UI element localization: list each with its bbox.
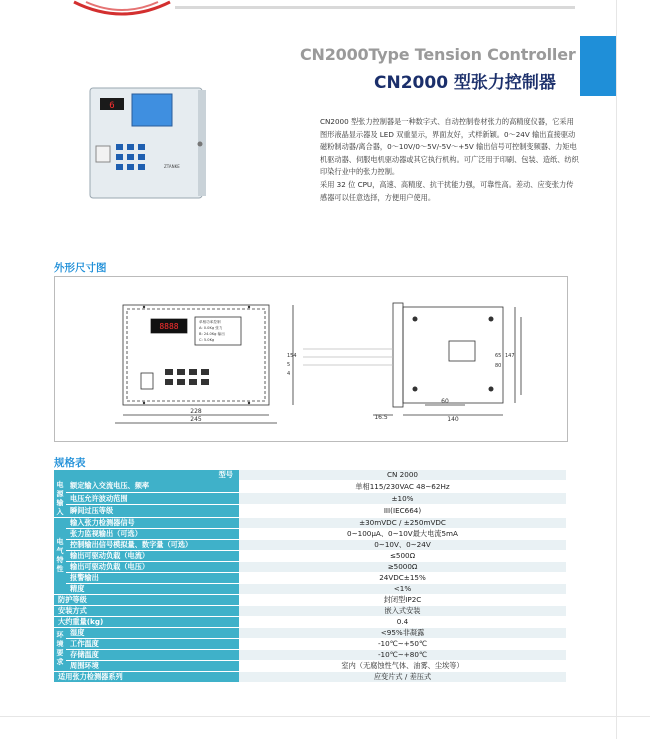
dimension-drawing bbox=[55, 277, 567, 441]
spec-label: 存储温度 bbox=[66, 649, 239, 660]
spec-group-environment: 环 境 要 求 bbox=[54, 627, 66, 671]
spec-group-electrical: 电 气 特 性 bbox=[54, 517, 66, 594]
table-row bbox=[54, 616, 566, 627]
led-display-value: 6 bbox=[109, 101, 115, 111]
table-row bbox=[54, 627, 566, 638]
spec-label: 适用张力检测器系列 bbox=[54, 671, 239, 682]
spec-value: <1% bbox=[239, 583, 566, 594]
table-row bbox=[54, 572, 566, 583]
spec-label: 周围环境 bbox=[66, 660, 239, 671]
spec-label: 大约重量(kg) bbox=[54, 616, 239, 627]
table-row bbox=[54, 605, 566, 616]
dim-side-height: 80 bbox=[495, 363, 502, 369]
table-row bbox=[54, 594, 566, 605]
spec-label: 安装方式 bbox=[54, 605, 239, 616]
spec-value: 封闭型IP2C bbox=[239, 594, 566, 605]
spec-label: 精度 bbox=[66, 583, 239, 594]
title-chinese: CN2000 型张力控制器 bbox=[374, 73, 556, 93]
spec-label: 控制输出信号模拟量、数字量（可选） bbox=[66, 539, 239, 550]
table-row bbox=[54, 481, 566, 493]
table-row bbox=[54, 539, 566, 550]
front-label-line: C: 5.0Kg bbox=[199, 338, 215, 342]
spec-table bbox=[54, 470, 566, 683]
table-row bbox=[54, 517, 566, 528]
spec-label: 输入张力检测器信号 bbox=[66, 517, 239, 528]
spec-value: -10℃~+80℃ bbox=[239, 649, 566, 660]
dim-side-height: 147 bbox=[505, 353, 515, 359]
spec-value: 0~10V、0~24V bbox=[239, 539, 566, 550]
table-row bbox=[54, 561, 566, 572]
spec-value: <95%非凝露 bbox=[239, 627, 566, 638]
dim-width-inner: 228 bbox=[190, 408, 202, 415]
brand-logo-swoosh bbox=[72, 0, 172, 22]
dim-height-label: 5 bbox=[287, 362, 291, 368]
front-label-line: 单相功率控制 bbox=[199, 320, 221, 324]
front-label-line: B: 24.0Kg 输出 bbox=[199, 332, 225, 336]
dim-side-label: 60 bbox=[441, 398, 449, 405]
section-title-spec: 规格表 bbox=[54, 457, 86, 469]
spec-value: 嵌入式安装 bbox=[239, 605, 566, 616]
spec-value: ±10% bbox=[239, 493, 566, 505]
page-frame-line bbox=[616, 0, 617, 739]
spec-value: 0~100μA、0~10V最大电流5mA bbox=[239, 528, 566, 539]
table-row bbox=[54, 528, 566, 539]
dim-height-label: 154 bbox=[287, 353, 297, 359]
spec-label: 额定输入交流电压、频率 bbox=[66, 481, 239, 493]
accent-block bbox=[580, 36, 616, 96]
dim-side-height: 65 bbox=[495, 353, 502, 359]
dim-side-label: 140 bbox=[447, 416, 459, 423]
spec-value: ≤500Ω bbox=[239, 550, 566, 561]
spec-value: 0.4 bbox=[239, 616, 566, 627]
front-label-line: A: 0.0Kg 张力 bbox=[199, 326, 223, 330]
table-row bbox=[54, 660, 566, 671]
table-row bbox=[54, 550, 566, 561]
front-display-value: 8888 bbox=[159, 322, 179, 331]
table-row bbox=[54, 671, 566, 682]
product-brand-label: ZTANKE bbox=[164, 164, 180, 169]
table-row bbox=[54, 505, 566, 517]
spec-label: 张力监视输出（可选） bbox=[66, 528, 239, 539]
spec-value: 应变片式 / 差压式 bbox=[239, 671, 566, 682]
product-image bbox=[86, 82, 208, 208]
spec-label: 报警输出 bbox=[66, 572, 239, 583]
spec-label: 湿度 bbox=[66, 627, 239, 638]
spec-value: 单相115/230VAC 48~62Hz bbox=[239, 481, 566, 493]
description-paragraph: 采用 32 位 CPU，高速、高精度、抗干扰能力强，可靠性高。差动、应变张力传感器可以任意选择，方便用户使用。 bbox=[320, 179, 574, 202]
table-row bbox=[54, 470, 566, 481]
spec-value: III(IEC664) bbox=[239, 505, 566, 517]
spec-value: ±30mVDC / ±250mVDC bbox=[239, 517, 566, 528]
spec-label: 输出可驱动负载（电流） bbox=[66, 550, 239, 561]
title-english: CN2000Type Tension Controller bbox=[300, 45, 576, 64]
dim-width-outer: 245 bbox=[190, 416, 202, 423]
table-row bbox=[54, 638, 566, 649]
dim-height-label: 4 bbox=[287, 371, 291, 377]
table-row bbox=[54, 493, 566, 505]
spec-header-value: CN 2000 bbox=[239, 470, 566, 481]
spec-header-label: 型号 bbox=[54, 470, 239, 481]
spec-label: 防护等级 bbox=[54, 594, 239, 605]
page-frame-line bbox=[0, 716, 650, 717]
spec-value: 室内（无腐蚀性气体、油雾、尘埃等） bbox=[239, 660, 566, 671]
spec-label: 工作温度 bbox=[66, 638, 239, 649]
spec-value: 24VDC±15% bbox=[239, 572, 566, 583]
dim-side-label: 16.5 bbox=[374, 414, 388, 421]
spec-group-power: 电 源 输 入 bbox=[54, 481, 66, 518]
spec-value: -10℃~+50℃ bbox=[239, 638, 566, 649]
table-row bbox=[54, 649, 566, 660]
dimension-drawing-box bbox=[54, 276, 568, 442]
table-row bbox=[54, 583, 566, 594]
spec-label: 瞬间过压等级 bbox=[66, 505, 239, 517]
spec-label: 输出可驱动负载（电压） bbox=[66, 561, 239, 572]
top-divider bbox=[175, 6, 575, 9]
spec-label: 电压允许波动范围 bbox=[66, 493, 239, 505]
product-description bbox=[320, 116, 580, 204]
spec-value: ≥5000Ω bbox=[239, 561, 566, 572]
section-title-dimensions: 外形尺寸图 bbox=[54, 262, 107, 274]
description-paragraph: CN2000 型张力控制器是一种数字式、自动控制卷材张力的高精度仪器，它采用图形液晶显示器及 LED 双重显示，界面友好，式样新颖。0～24V 输出直接驱动磁粉制动器/离合器，0～10V/0～5V/-5V～+5V 输出信号可控制变频器、力矩电机驱动器、伺服电机驱动器或其它执行机构。可广泛用于印刷、包装、造纸、纺织印染行业中的张力控制。 bbox=[320, 117, 579, 177]
